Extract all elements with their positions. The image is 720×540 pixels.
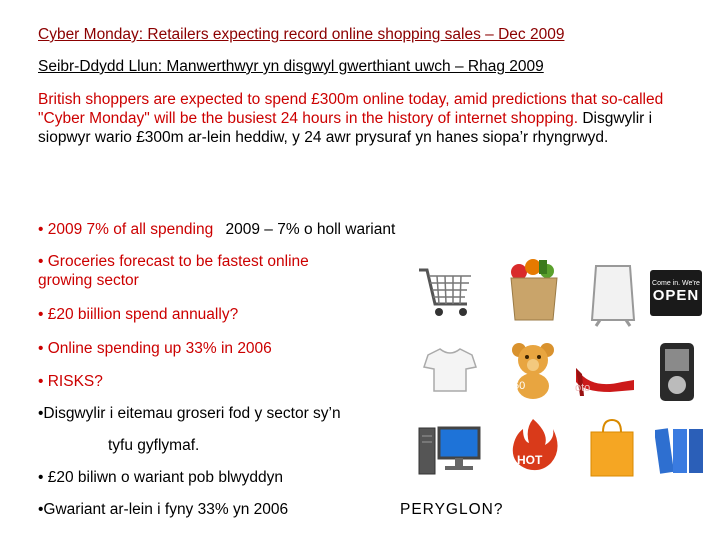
bullet-groceries-welsh-cont: tyfu gyflymaf.	[108, 437, 200, 454]
open-sign-big: OPEN	[652, 287, 700, 304]
red-shoe-icon	[570, 350, 640, 412]
shopping-cart-icon	[415, 262, 473, 324]
bullet-groceries-english: • Groceries forecast to be fastest online growing sector	[38, 253, 309, 289]
shopping-bag-icon	[585, 418, 643, 480]
bear-text-fragment: 50	[513, 380, 526, 392]
open-sign-small: Come in. We're	[652, 280, 700, 287]
bullet-spending	[38, 221, 395, 239]
t-shirt-icon	[422, 345, 480, 407]
bullet-annual-english: • £20 biillion spend annually?	[38, 306, 239, 323]
bullet-spending-welsh: 2009 – 7% o holl wariant	[225, 221, 396, 238]
media-player-icon	[660, 343, 694, 401]
teddy-bear-icon	[505, 340, 563, 402]
hot-label: HOT	[517, 453, 543, 467]
hot-flame-icon	[505, 415, 563, 477]
sign-board-icon	[588, 262, 646, 324]
bullet-online-english: • Online spending up 33% in 2006	[38, 340, 272, 357]
player-screen	[665, 349, 689, 371]
photo-text-fragment: oto	[575, 382, 591, 394]
bullet-spending-english: • 2009 7% of all spending	[38, 221, 214, 238]
bullet-online-welsh: •Gwariant ar-lein i fyny 33% yn 2006	[38, 501, 289, 518]
intro-paragraph	[38, 90, 698, 147]
intro-welsh: Disgwylir i siopwyr wario £300m ar-lein heddiw, y 24 awr prysuraf yn hanes siopa’r rhyngrwyd.	[38, 110, 653, 146]
bullet-groceries-welsh: •Disgwylir i eitemau groseri fod y sector sy’n	[38, 405, 341, 422]
title-english: Cyber Monday: Retailers expecting record online shopping sales – Dec 2009	[38, 26, 565, 43]
risks-welsh: PERYGLON?	[400, 501, 504, 518]
desktop-computer-icon	[415, 422, 483, 484]
bullet-risks-english: • RISKS?	[38, 373, 103, 390]
grocery-bag-icon	[505, 258, 563, 320]
player-wheel	[668, 376, 686, 394]
binders-icon	[655, 425, 713, 487]
bullet-annual-welsh: • £20 biliwn o wariant pob blwyddyn	[38, 469, 283, 486]
title-welsh: Seibr-Ddydd Llun: Manwerthwyr yn disgwyl gwerthiant uwch – Rhag 2009	[38, 58, 544, 75]
open-sign-icon	[650, 270, 702, 316]
intro-english: British shoppers are expected to spend £300m online today, amid predictions that so-called "Cyber Monday" will be the busiest 24 hours in the history of internet shopping.	[38, 91, 664, 127]
